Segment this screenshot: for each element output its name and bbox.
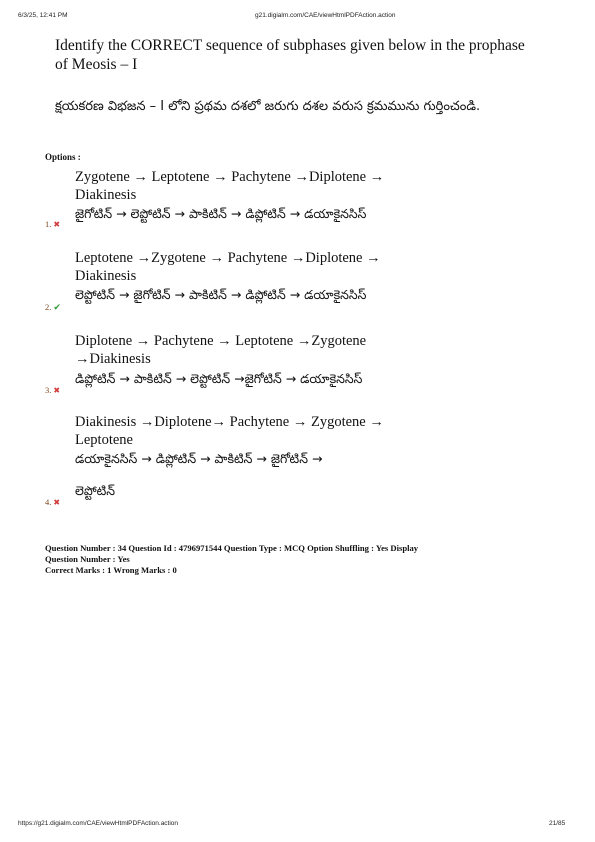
option-text-english: Leptotene →Zygotene → Pachytene →Diplotene → Diakinesis (75, 250, 381, 284)
option-number (45, 497, 60, 507)
question-meta-line: Question Number : 34 Question Id : 4796971544 Question Type : MCQ Option Shuffling : Yes Display (45, 543, 419, 553)
option-text-telugu-line-1: డయాకైనసిస్ → డిప్లోటిన్ → పాకిటిన్ → జైగోటిన్ → (75, 451, 323, 466)
option-number-label: 2. (45, 302, 52, 312)
question-meta-line: Correct Marks : 1 Wrong Marks : 0 (45, 565, 177, 575)
option-text-telugu: డిప్లోటిన్ → పాకిటిన్ → లెప్టోటిన్ →జైగోటిన్ → డయాకైనసిస్ (75, 371, 363, 386)
option-text-telugu-line-2: లెప్టోటిన్ (75, 483, 116, 498)
option-text-english: Zygotene → Leptotene → Pachytene →Diplotene → Diakinesis (75, 169, 385, 203)
option-text-english: Diplotene → Pachytene → Leptotene →Zygotene →Diakinesis (75, 333, 367, 367)
wrong-mark-icon: ✖ (53, 498, 61, 507)
option-number (45, 302, 61, 313)
option-number (45, 219, 60, 229)
wrong-mark-icon: ✖ (53, 386, 61, 395)
page-number: 21/85 (549, 820, 566, 827)
correct-check-icon: ✔ (53, 303, 61, 313)
option-number (45, 385, 60, 395)
wrong-mark-icon: ✖ (53, 220, 61, 229)
option-number-label: 4. (45, 497, 52, 507)
option-text-telugu: జైగోటిన్ → లెప్టోటిన్ → పాకిటిన్ → డిప్లోటిన్ → డయాకైనసిస్ (75, 206, 367, 221)
question-meta (45, 543, 525, 576)
question-text-telugu: క్షయకరణ విభజన – I లోని ప్రథమ దశలో జరుగు దశల వరుస క్రమమును గుర్తించండి. (55, 99, 481, 114)
options-label: Options : (45, 152, 81, 162)
print-datetime: 6/3/25, 12:41 PM (18, 12, 68, 19)
option-number-label: 1. (45, 219, 52, 229)
print-footer-url: https://g21.digialm.com/CAE/viewHtmlPDFAction.action (18, 820, 179, 827)
print-header-url: g21.digialm.com/CAE/viewHtmlPDFAction.action (255, 12, 396, 19)
option-text-telugu: లెప్టోటిన్ → జైగోటిన్ → పాకిటిన్ → డిప్లోటిన్ → డయాకైనసిస్ (75, 287, 367, 302)
question-text-english: Identify the CORRECT sequence of subphases given below in the prophase of Meosis – I (55, 37, 525, 73)
option-text-english: Diakinesis →Diplotene→ Pachytene → Zygotene → Leptotene (75, 414, 384, 448)
question-meta-line: Question Number : Yes (45, 554, 130, 564)
option-number-label: 3. (45, 385, 52, 395)
